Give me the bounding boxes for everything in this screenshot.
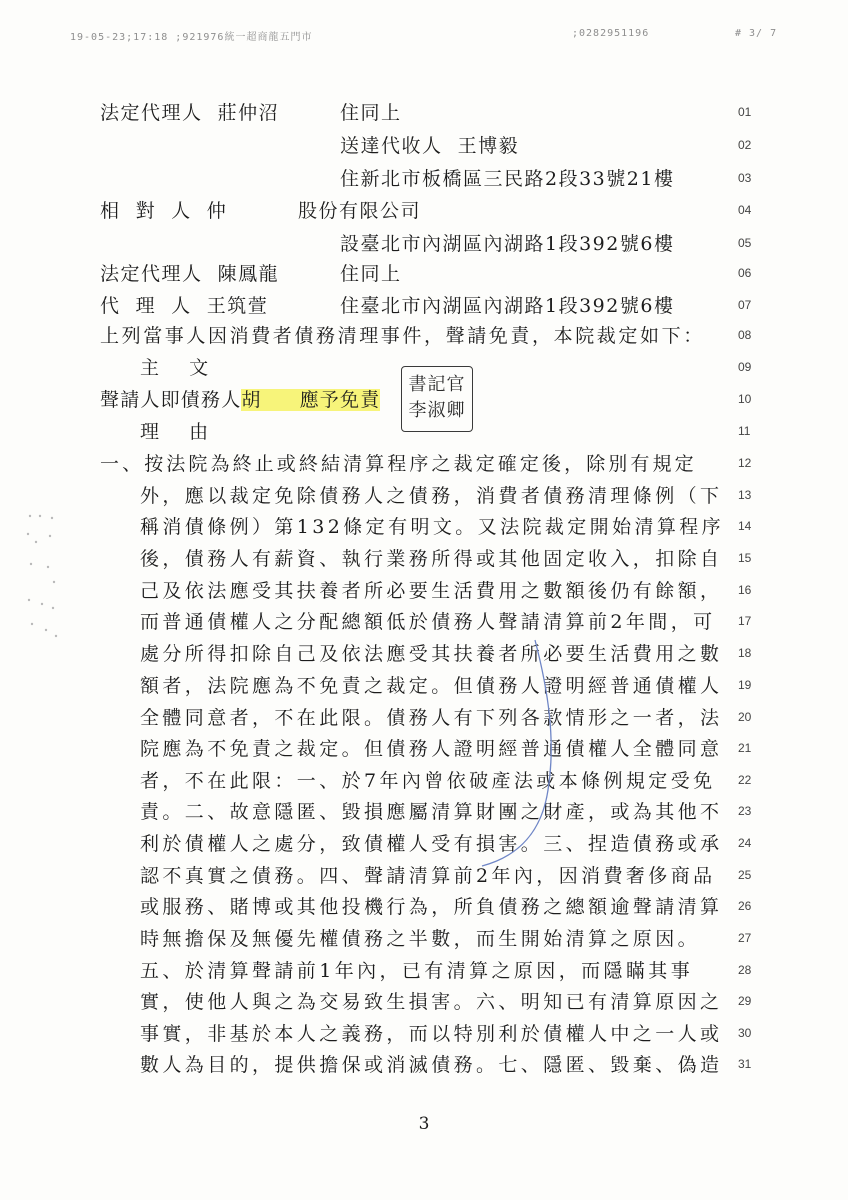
line-number: 27: [738, 931, 752, 945]
line-number: 28: [738, 963, 752, 977]
heading-main-text: 主 文: [140, 357, 215, 379]
text-line: [0, 769, 848, 801]
reason-paragraph: 事實，非基於本人之義務，而以特別利於債權人中之一人或: [140, 1023, 723, 1045]
line-number: 02: [738, 138, 752, 152]
line-number: 20: [738, 710, 752, 724]
text-line: [0, 232, 848, 264]
reason-paragraph: 利於債權人之處分，致債權人受有損害。三、捏造債務或承: [140, 833, 723, 855]
ruling-intro: 上列當事人因消費者債務清理事件，聲請免責，本院裁定如下：: [100, 325, 705, 347]
text-line: [0, 199, 848, 231]
line-number: 14: [738, 519, 752, 533]
text-line: [0, 579, 848, 611]
text-line: [0, 324, 848, 356]
text-line: [0, 515, 848, 547]
line-number: 08: [738, 328, 752, 342]
stamp-name: 李淑卿: [408, 400, 466, 421]
service-agent: 送達代收人 王博毅: [340, 135, 520, 157]
line-number: 04: [738, 203, 752, 217]
text-line: [0, 895, 848, 927]
stamp-title: 書記官: [408, 374, 466, 395]
text-line: [0, 674, 848, 706]
company-name: 股份有限公司: [298, 200, 422, 222]
reason-paragraph: 實，使他人與之為交易致生損害。六、明知已有清算原因之: [140, 991, 723, 1013]
address-text: 住新北市板橋區三民路2段33號21樓: [340, 168, 675, 190]
line-number: 29: [738, 994, 752, 1008]
reason-paragraph: 而普通債權人之分配總額低於債務人聲請清算前2年間，可: [140, 611, 716, 633]
line-number: 21: [738, 741, 752, 755]
debtor-name-highlight: 胡 應予免責: [241, 389, 381, 411]
label-legal-representative: 法定代理人 莊仲沼: [100, 102, 280, 124]
reason-paragraph: 外，應以裁定免除債務人之債務，消費者債務清理條例（下: [140, 485, 723, 507]
ruling-prefix: 聲請人即債務人: [100, 389, 242, 411]
line-number: 26: [738, 899, 752, 913]
line-number: 15: [738, 551, 752, 565]
text-line: [0, 547, 848, 579]
line-number: 13: [738, 488, 752, 502]
address-text: 住同上: [340, 102, 402, 124]
text-line: [0, 484, 848, 516]
line-number: 16: [738, 583, 752, 597]
text-line: [0, 832, 848, 864]
reason-paragraph: 數人為目的，提供擔保或消滅債務。七、隱匿、毀棄、偽造: [140, 1054, 723, 1076]
text-line: [0, 927, 848, 959]
ruling-line: [100, 388, 380, 412]
text-line: [0, 990, 848, 1022]
line-number: 03: [738, 171, 752, 185]
line-number: 18: [738, 646, 752, 660]
reason-paragraph: 後，債務人有薪資、執行業務所得或其他固定收入，扣除自: [140, 548, 723, 570]
address-text: 設臺北市內湖區內湖路1段392號6樓: [340, 233, 675, 255]
line-number: 25: [738, 868, 752, 882]
reason-paragraph: 稱消債條例）第132條定有明文。又法院裁定開始清算程序: [140, 516, 725, 538]
address-text: 住臺北市內湖區內湖路1段392號6樓: [340, 295, 675, 317]
label-legal-representative: 法定代理人 陳鳳龍: [100, 263, 280, 285]
reason-paragraph: 認不真實之債務。四、聲請清算前2年內，因消費奢侈商品: [140, 865, 716, 887]
reason-paragraph: 院應為不免責之裁定。但債務人證明經普通債權人全體同意: [140, 738, 723, 760]
text-line: [0, 610, 848, 642]
address-text: 住同上: [340, 263, 402, 285]
text-line: [0, 959, 848, 991]
line-number: 23: [738, 804, 752, 818]
label-agent: 代 理 人 王筑萱: [100, 295, 269, 317]
text-line: [0, 262, 848, 294]
clerk-seal-stamp: [401, 366, 473, 432]
text-line: [0, 1022, 848, 1054]
line-number: 09: [738, 360, 752, 374]
reason-paragraph: 者，不在此限：一、於7年內曾依破產法或本條例規定受免: [140, 770, 716, 792]
text-line: [0, 1053, 848, 1085]
reason-paragraph: 全體同意者，不在此限。債務人有下列各款情形之一者，法: [140, 707, 723, 729]
line-number: 12: [738, 456, 752, 470]
line-number: 05: [738, 236, 752, 250]
text-line: [0, 864, 848, 896]
line-number: 11: [738, 424, 751, 438]
text-line: [0, 737, 848, 769]
text-line: [0, 452, 848, 484]
reason-paragraph: 己及依法應受其扶養者所必要生活費用之數額後仍有餘額，: [140, 580, 723, 602]
text-line: [0, 294, 848, 326]
reason-paragraph: 責。二、故意隱匿、毀損應屬清算財團之財產，或為其他不: [140, 801, 723, 823]
heading-reasons: 理 由: [140, 421, 215, 443]
reason-paragraph: 額者，法院應為不免責之裁定。但債務人證明經普通債權人: [140, 675, 723, 697]
line-number: 01: [738, 105, 752, 119]
reason-paragraph: 一、按法院為終止或終結清算程序之裁定確定後，除別有規定: [100, 453, 697, 475]
line-number: 19: [738, 678, 752, 692]
line-number: 31: [738, 1057, 752, 1071]
line-number: 30: [738, 1026, 752, 1040]
reason-paragraph: 五、於清算聲請前1年內，已有清算之原因，而隱瞞其事: [140, 960, 694, 982]
text-line: [0, 706, 848, 738]
text-line: [0, 134, 848, 166]
page-number: 3: [418, 1114, 430, 1134]
line-number: 24: [738, 836, 752, 850]
fax-header-number: ;0282951196: [572, 28, 650, 39]
label-respondent: 相 對 人 仲: [100, 200, 228, 222]
fax-header-page: # 3/ 7: [735, 28, 778, 39]
fax-header-left: 19-05-23;17:18 ;921976統一超商龍五門市: [70, 32, 313, 43]
line-number: 06: [738, 266, 752, 280]
text-line: [0, 642, 848, 674]
line-number: 10: [738, 392, 752, 406]
line-number: 07: [738, 298, 752, 312]
line-number: 17: [738, 614, 752, 628]
reason-paragraph: 時無擔保及無優先權債務之半數，而生開始清算之原因。: [140, 928, 701, 950]
reason-paragraph: 或服務、賭博或其他投機行為，所負債務之總額逾聲請清算: [140, 896, 723, 918]
text-line: [0, 101, 848, 133]
text-line: [0, 800, 848, 832]
text-line: [0, 167, 848, 199]
reason-paragraph: 處分所得扣除自己及依法應受其扶養者所必要生活費用之數: [140, 643, 723, 665]
line-number: 22: [738, 773, 752, 787]
